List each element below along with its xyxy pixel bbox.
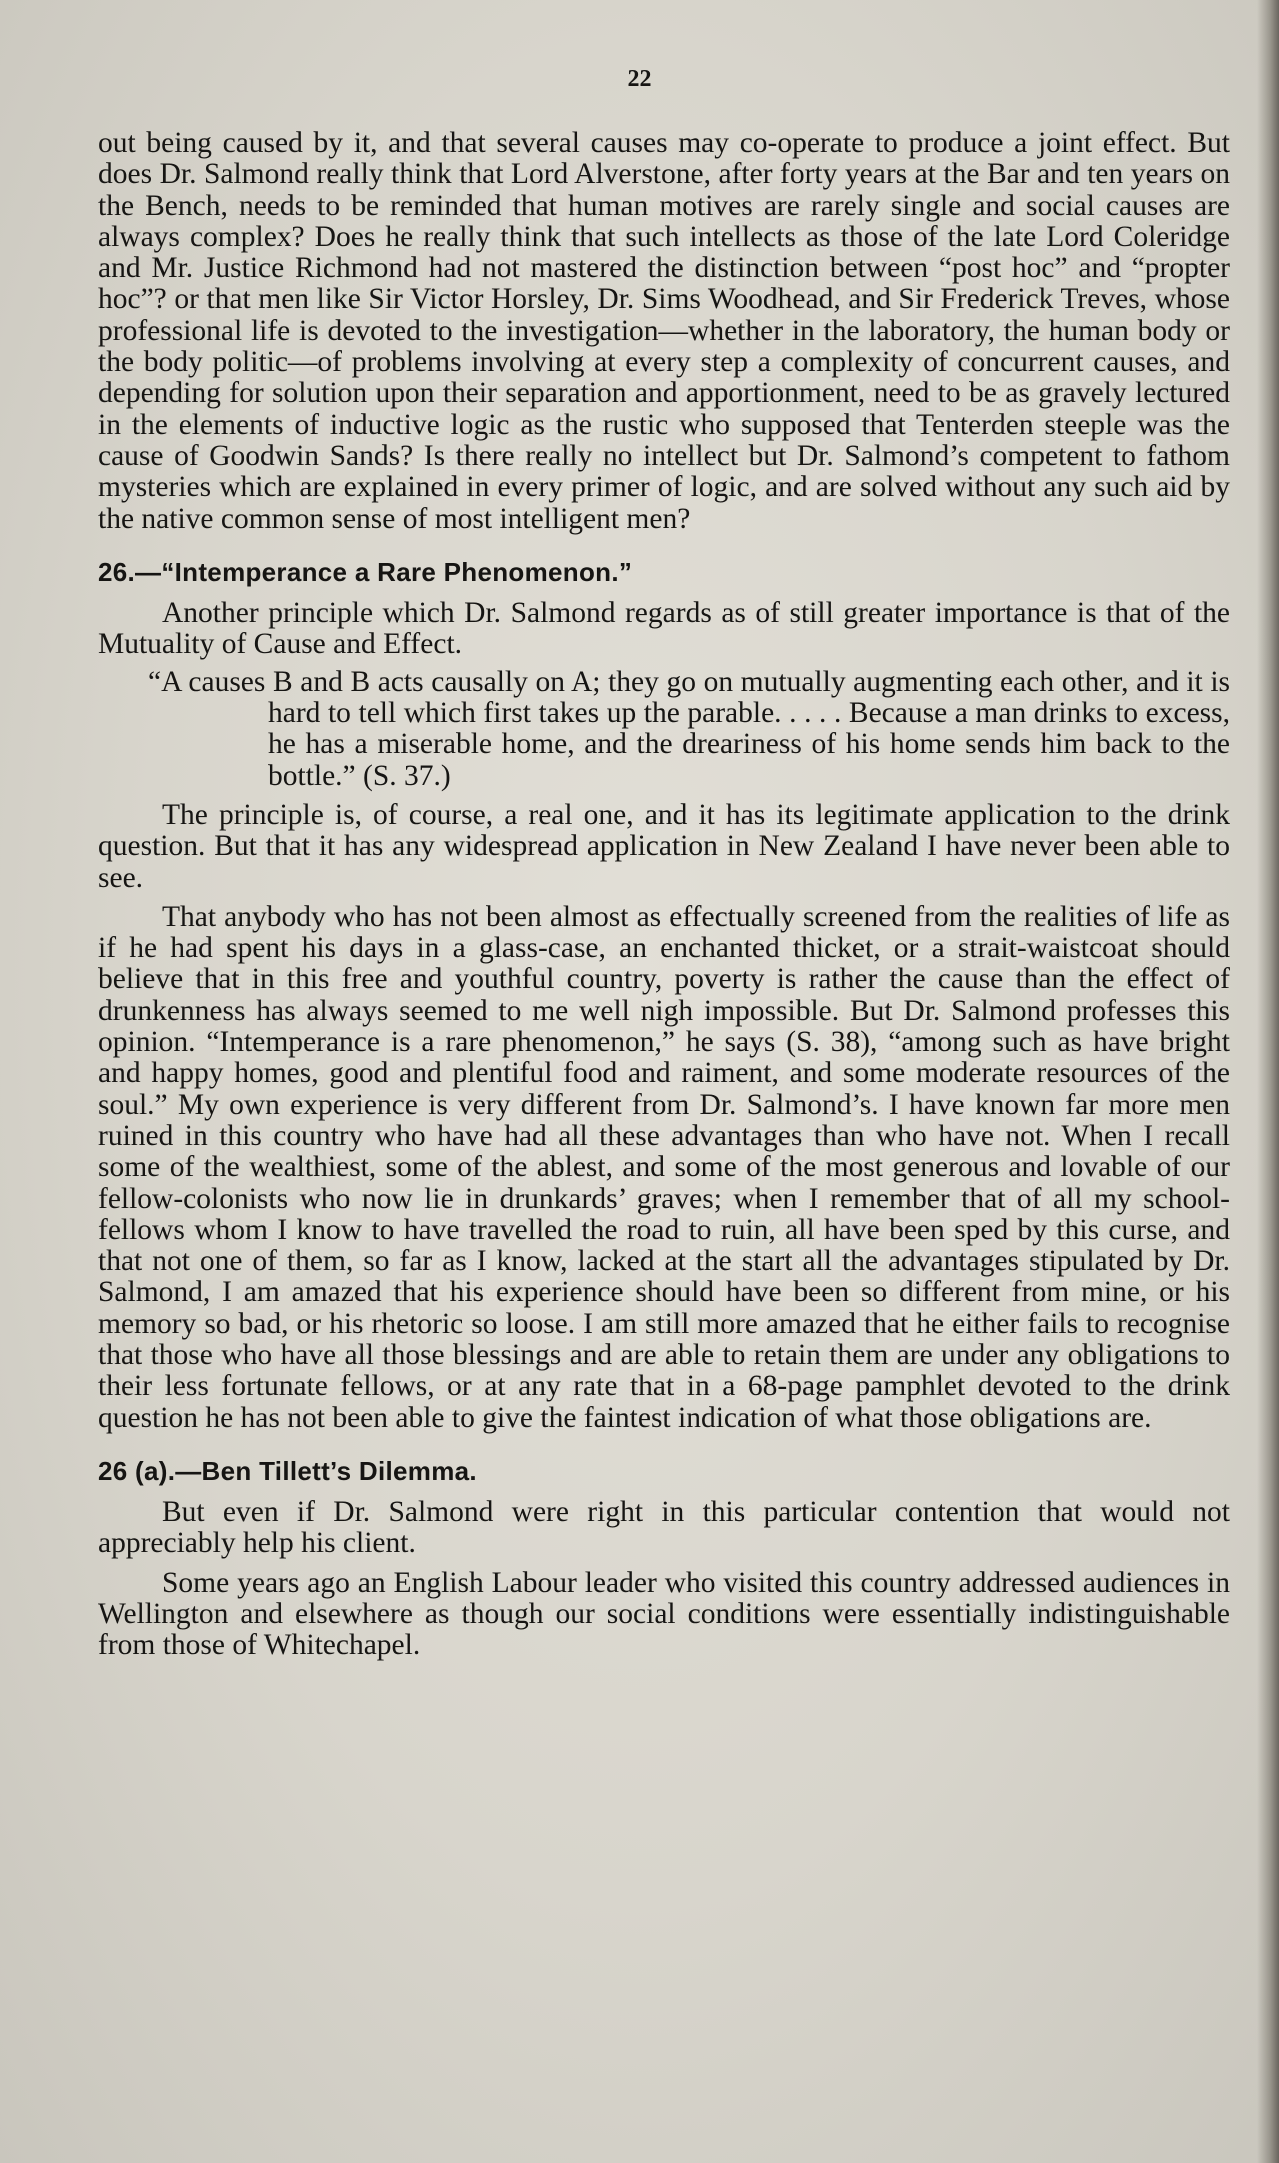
page-edge-shadow	[1257, 0, 1279, 2163]
section-heading-26: 26.—“Intemperance a Rare Phenomenon.”	[98, 556, 633, 587]
page-number: 22	[627, 66, 652, 92]
page-body	[98, 128, 1230, 1662]
paragraph-labour-leader: Some years ago an English Labour leader who visited this country addressed audiences in Wellington and elsewhere as though our social conditions were essentially indistinguishable from those of Whitechapel.	[98, 1566, 1230, 1662]
paragraph-mutuality: Another principle which Dr. Salmond regards as of still greater importance is that of the Mutuality of Cause and Effect.	[98, 597, 1230, 661]
paragraph-experience: That anybody who has not been almost as effectually screened from the realities of life as if he had spent his days in a glass-case, an enchanted thicket, or a strait-waistcoat should believe that in this free and youthful country, poverty is rather the cause than the effect of drunkenness has always seemed to me well nigh impossible. But Dr. Salmond professes this opinion. “Intemperance is a rare phenomenon,” he says (S. 38), “among such as have bright and happy homes, good and plentiful food and raiment, and some moderate resources of the soul.” My own experience is very different from Dr. Salmond’s. I have known far more men ruined in this country who have had all these advantages than who have not. When I recall some of the wealthiest, some of the ablest, and some of the most generous and lovable of our fellow-colonists who now lie in drunkards’ graves; when I remember that of all my school-fellows whom I know to have travelled the road to ruin, all have been sped by this curse, and that not one of them, so far as I know, lacked at the start all the advantages stipulated by Dr. Salmond, I am amazed that his experience should have been so different from mine, or his memory so bad, or his rhetoric so loose. I am still more amazed that he either fails to recognise that those who have all those blessings and are able to retain them are under any obligations to their less fortunate fellows, or at any rate that in a 68-page pamphlet devoted to the drink question he has not been able to give the faintest indication of what those obligations are.	[98, 900, 1230, 1434]
section-heading-26a: 26 (a).—Ben Tillett’s Dilemma.	[98, 1455, 477, 1486]
paragraph-principle: The principle is, of course, a real one, and it has its legitimate application to the drink question. But that it has any widespread application in New Zealand I have never been able to see.	[98, 798, 1230, 894]
paragraph-continuation: out being caused by it, and that several causes may co-operate to produce a joint effect. But does Dr. Salmond really think that Lord Alverstone, after forty years at the Bar and ten years on the Bench, needs to be reminded that human motives are rarely single and social causes are always complex? Does he really think that such intellects as those of the late Lord Coleridge and Mr. Justice Richmond had not mastered the distinction between “post hoc” and “propter hoc”? or that men like Sir Victor Horsley, Dr. Sims Woodhead, and Sir Frederick Treves, whose professional life is devoted to the investigation—whether in the laboratory, the human body or the body politic—of problems involving at every step a complexity of concurrent causes, and depending for solution upon their separation and apportionment, need to be as gravely lectured in the elements of inductive logic as the rustic who supposed that Tenterden steeple was the cause of Goodwin Sands? Is there really no intellect but Dr. Salmond’s competent to fathom mysteries which are explained in every primer of logic, and are solved without any such aid by the native common sense of most intelligent men?	[98, 127, 1230, 535]
paragraph-contention: But even if Dr. Salmond were right in this particular contention that would not appreciably help his client.	[98, 1496, 1230, 1560]
block-quote: “A causes B and B acts causally on A; they go on mutually augmenting each other, and it is hard to tell which first takes up the parable. . . . . Because a man drinks to excess, he has a miserable home, and the dreariness of his home sends him back to the bottle.” (S. 37.)	[148, 665, 1230, 792]
